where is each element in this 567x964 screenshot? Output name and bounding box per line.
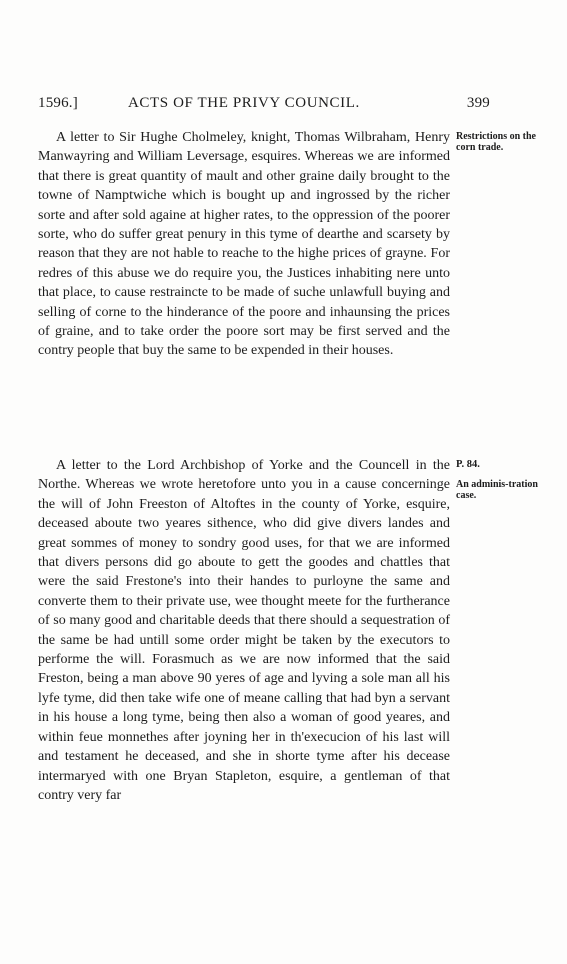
page-number: 399 [466, 95, 490, 111]
header-year: 1596.] [38, 95, 78, 111]
margin-note-administration: An adminis-tration case. [456, 479, 538, 501]
running-header [38, 95, 490, 119]
paragraph-text: A letter to Sir Hughe Cholmeley, knight, Thomas Wilbraham, Henry Manwayring and William Leversage, esquires. Whereas we are informed that there is great quantity of mault and other graine daily brought to the towne of Namptwiche which is bought up and ingrossed by the richer sorte and after sold againe at higher rates, to the oppression of the poorer sorte, who do suffer great penury in this tyme of dearthe and scarsety by reason that they are not hable to reache to the highe prices of grayne. For redres of this abuse we do require you, the Justices inhabiting nere unto that place, to cause restraincte to be made of suche unlawfull buying and selling of corne to the hinderance of the poore and inhaunsing the prices of graine, and to take order the poore sort may be first served and the contry people that buy the same to be expended in their houses. [38, 130, 450, 359]
paragraph-text: A letter to the Lord Archbishop of Yorke and the Councell in the Northe. Whereas we wrote heretofore unto you in a cause concerninge the will of John Freeston of Altoftes in the county of Yorke, esquire, deceased aboute two yeares sithence, who did give divers landes and great sommes of money to sondry good uses, for that we are informed that divers persons did go aboute to gett the goodes and chattles that were the said Frestone's into their handes to purloyne the same and converte them to their private use, wee thought meete for the furtherance of so many good and charitable deeds that there should a sequestration of the same be had untill some order might be taken by the executors to performe the will. Forasmuch as we are now informed that the said Freston, being a man above 90 yeres of age and lyving a sole man all his lyfe tyme, did then take wife one of meane calling that had byn a servant in his house a long tyme, being then also a woman of good yeares, and within feue monnethes after joyning her in th'execucion of his last will and testament he deceased, and she in shorte tyme after his decease intermaryed with one Bryan Stapleton, esquire, a gentleman of that contry very far [38, 458, 450, 803]
margin-note-restrictions: Restrictions on the corn trade. [456, 131, 536, 153]
header-title: ACTS OF THE PRIVY COUNCIL. [128, 95, 360, 111]
paragraph-administration-case [38, 456, 450, 805]
paragraph-corn-trade [38, 128, 450, 361]
margin-page-reference: P. 84. [456, 459, 480, 470]
